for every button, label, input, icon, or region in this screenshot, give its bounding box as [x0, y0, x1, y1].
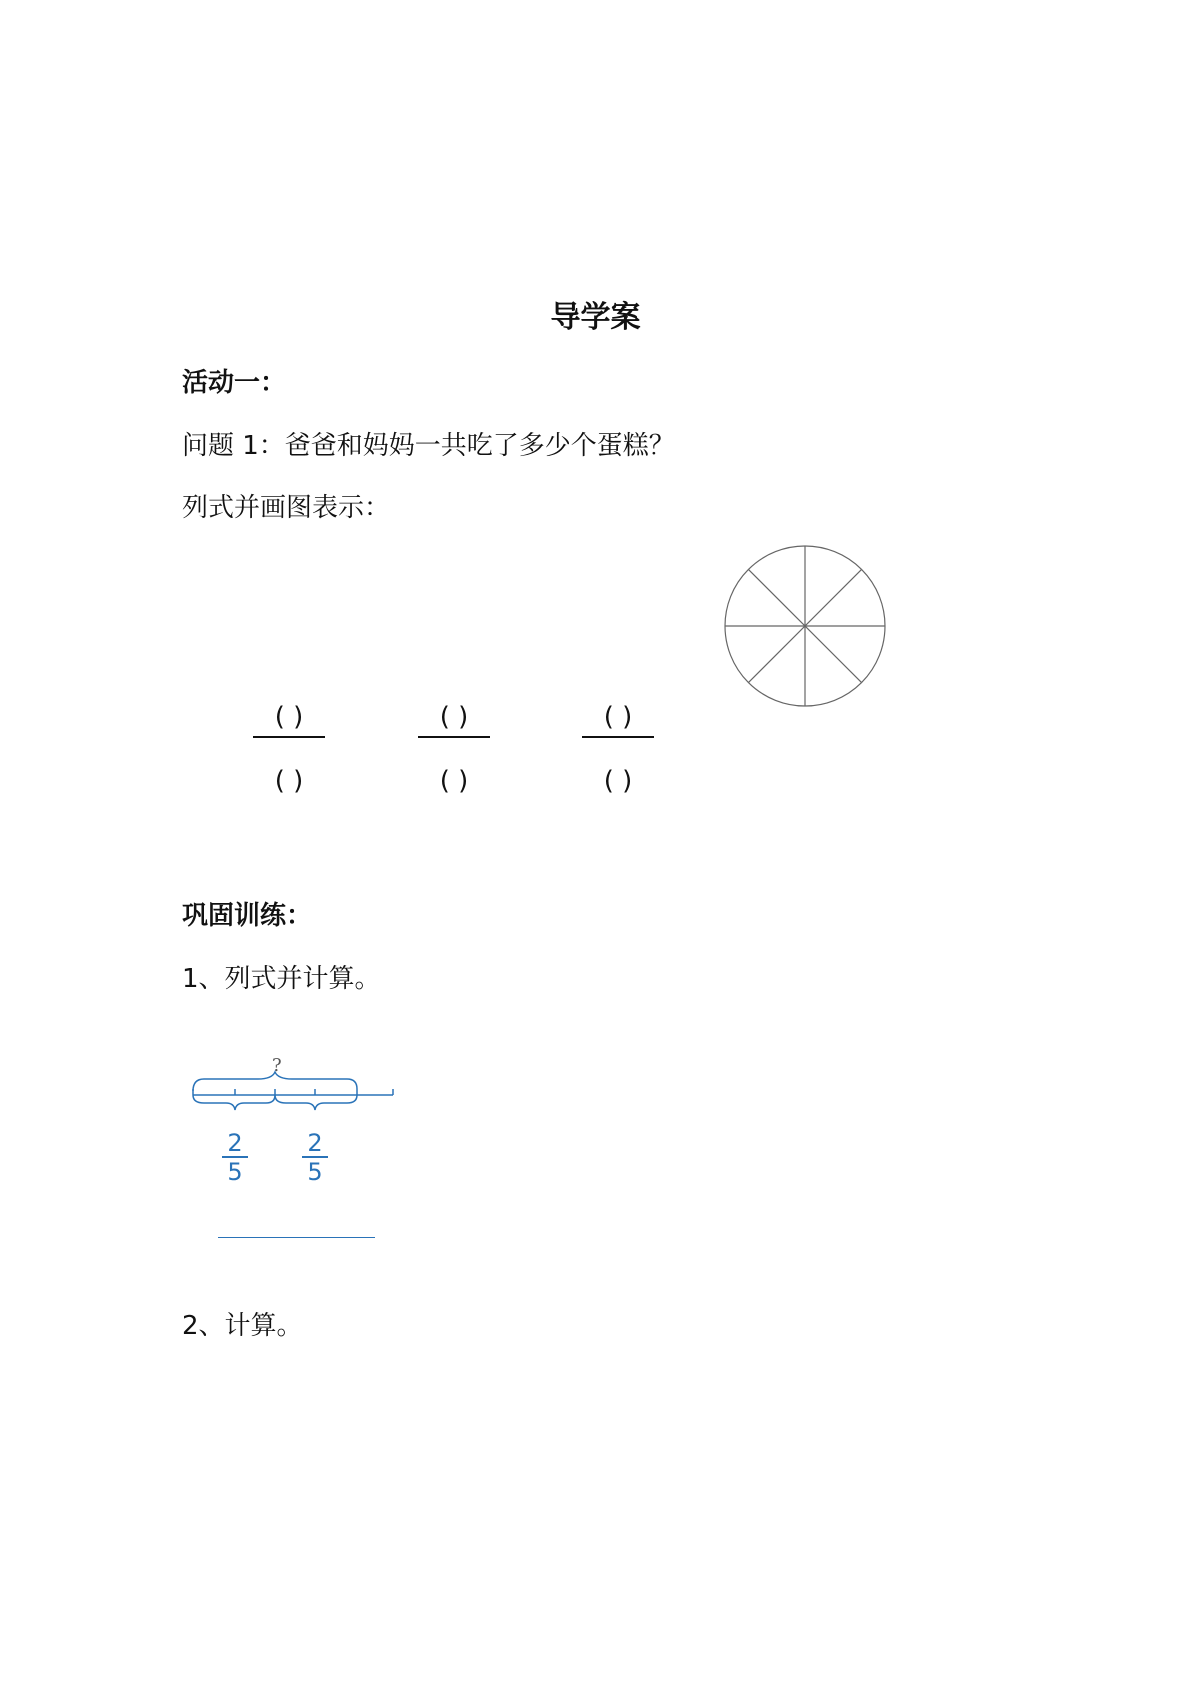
numerator-blank[interactable]: ( ) — [439, 702, 469, 732]
fraction-numerator: 2 — [307, 1129, 323, 1157]
fraction-label-1 — [222, 1131, 248, 1184]
fraction-denominator: 5 — [307, 1158, 323, 1186]
denominator-blank[interactable]: ( ) — [603, 766, 633, 796]
fraction-denominator: 5 — [227, 1158, 243, 1186]
bottom-brace-left — [193, 1095, 275, 1110]
fraction-bar — [582, 736, 654, 738]
fraction-numerator: 2 — [227, 1129, 243, 1157]
denominator-blank[interactable]: ( ) — [274, 766, 304, 796]
number-line-ticks — [193, 1089, 393, 1095]
activity-one-heading: 活动一： — [182, 368, 287, 398]
practice-item-2: 2、计算。 — [182, 1311, 303, 1341]
fraction-bar — [253, 736, 325, 738]
page-title: 导学案 — [550, 300, 641, 335]
question-mark: ? — [272, 1055, 282, 1076]
number-line-diagram — [190, 1055, 405, 1125]
question-one: 问题 1：爸爸和妈妈一共吃了多少个蛋糕？ — [182, 431, 675, 461]
denominator-blank[interactable]: ( ) — [439, 766, 469, 796]
fraction-bar — [418, 736, 490, 738]
bottom-brace-right — [275, 1095, 357, 1110]
answer-line[interactable] — [218, 1237, 375, 1238]
fraction-label-2 — [302, 1131, 328, 1184]
cake-circle — [725, 546, 885, 706]
practice-heading: 巩固训练： — [182, 901, 313, 931]
practice-item-1: 1、列式并计算。 — [182, 964, 381, 994]
numerator-blank[interactable]: ( ) — [603, 702, 633, 732]
numerator-blank[interactable]: ( ) — [274, 702, 304, 732]
cake-circle-diagram — [720, 540, 890, 712]
instruction-draw: 列式并画图表示： — [182, 493, 391, 523]
